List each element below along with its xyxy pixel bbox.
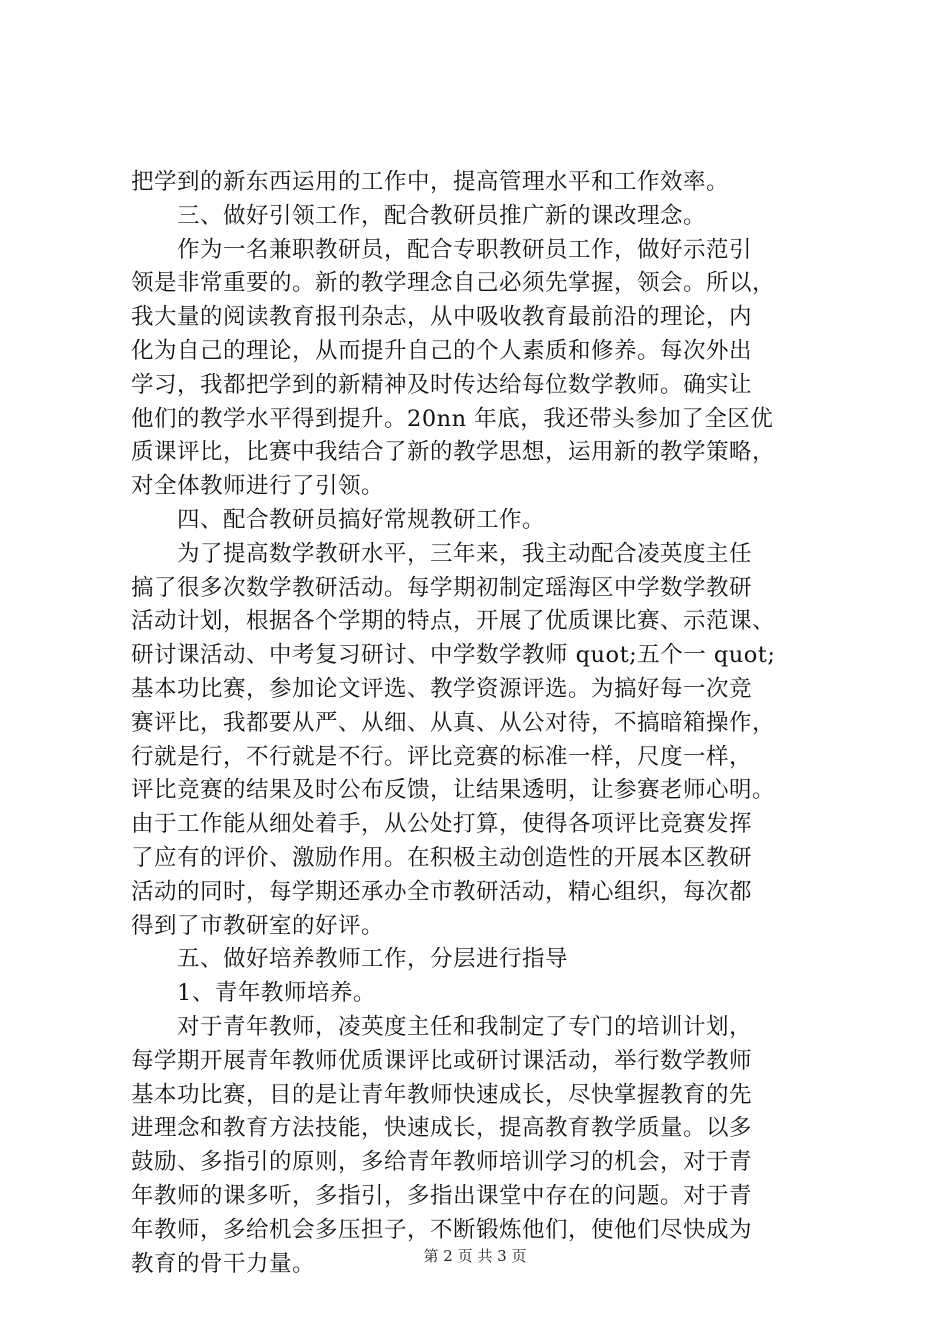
text-line: 我大量的阅读教育报刊杂志，从中吸收教育最前沿的理论，内 — [131, 304, 753, 331]
text-line: 1、青年教师培养。 — [131, 980, 376, 1007]
text-line: 由于工作能从细处着手，从公处打算，使得各项评比竞赛发挥 — [131, 811, 753, 838]
text-line: 三、做好引领工作，配合教研员推广新的课改理念。 — [131, 202, 707, 229]
text-line: 每学期开展青年教师优质课评比或研讨课活动，举行数学教师 — [131, 1047, 753, 1074]
text-line: 年教师的课多听，多指引，多指出课堂中存在的问题。对于青 — [131, 1182, 753, 1209]
text-line: 为了提高数学教研水平，三年来，我主动配合凌英度主任 — [131, 540, 753, 567]
text-line: 学习，我都把学到的新精神及时传达给每位数学教师。确实让 — [131, 371, 753, 398]
text-line: 把学到的新东西运用的工作中，提高管理水平和工作效率。 — [131, 169, 730, 195]
body-text — [131, 166, 831, 1281]
text-line: 得到了市教研室的好评。 — [131, 912, 385, 939]
text-line: 研讨课活动、中考复习研讨、中学数学教师 quot;五个一 quot; — [131, 642, 776, 669]
text-line: 对于青年教师，凌英度主任和我制定了专门的培训计划， — [131, 1013, 753, 1040]
text-line: 年教师，多给机会多压担子，不断锻炼他们，使他们尽快成为 — [131, 1216, 753, 1243]
text-line: 教育的骨干力量。 — [131, 1250, 316, 1277]
text-line: 基本功比赛，参加论文评选、教学资源评选。为搞好每一次竞 — [131, 675, 753, 702]
text-line: 活动的同时，每学期还承办全市教研活动，精心组织，每次都 — [131, 878, 753, 905]
text-line: 他们的教学水平得到提升。20nn 年底，我还带头参加了全区优 — [131, 405, 774, 432]
text-line: 赛评比，我都要从严、从细、从真、从公对待，不搞暗箱操作， — [131, 709, 776, 736]
text-line: 五、做好培养教师工作，分层进行指导 — [131, 946, 569, 973]
text-line: 领是非常重要的。新的教学理念自己必须先掌握，领会。所以， — [131, 270, 776, 297]
page-footer: 第 2 页 共 3 页 — [423, 1247, 527, 1265]
text-line: 搞了很多次数学教研活动。每学期初制定瑶海区中学数学教研 — [131, 574, 753, 601]
text-line: 鼓励、多指引的原则，多给青年教师培训学习的机会，对于青 — [131, 1149, 753, 1176]
text-line: 评比竞赛的结果及时公布反馈，让结果透明，让参赛老师心明。 — [131, 777, 776, 804]
text-line: 作为一名兼职教研员，配合专职教研员工作，做好示范引 — [131, 236, 753, 263]
text-line: 活动计划，根据各个学期的特点，开展了优质课比赛、示范课、 — [131, 608, 776, 635]
text-line: 化为自己的理论，从而提升自己的个人素质和修养。每次外出 — [131, 337, 753, 364]
text-line: 了应有的评价、激励作用。在积极主动创造性的开展本区教研 — [131, 844, 753, 871]
text-line: 基本功比赛，目的是让青年教师快速成长，尽快掌握教育的先 — [131, 1081, 753, 1108]
text-line: 四、配合教研员搞好常规教研工作。 — [131, 506, 546, 533]
text-line: 行就是行，不行就是不行。评比竞赛的标准一样，尺度一样， — [131, 743, 753, 770]
text-line: 对全体教师进行了引领。 — [131, 473, 385, 500]
text-line: 进理念和教育方法技能，快速成长，提高教育教学质量。以多 — [131, 1115, 753, 1142]
text-line: 质课评比，比赛中我结合了新的教学思想，运用新的教学策略， — [131, 439, 776, 466]
